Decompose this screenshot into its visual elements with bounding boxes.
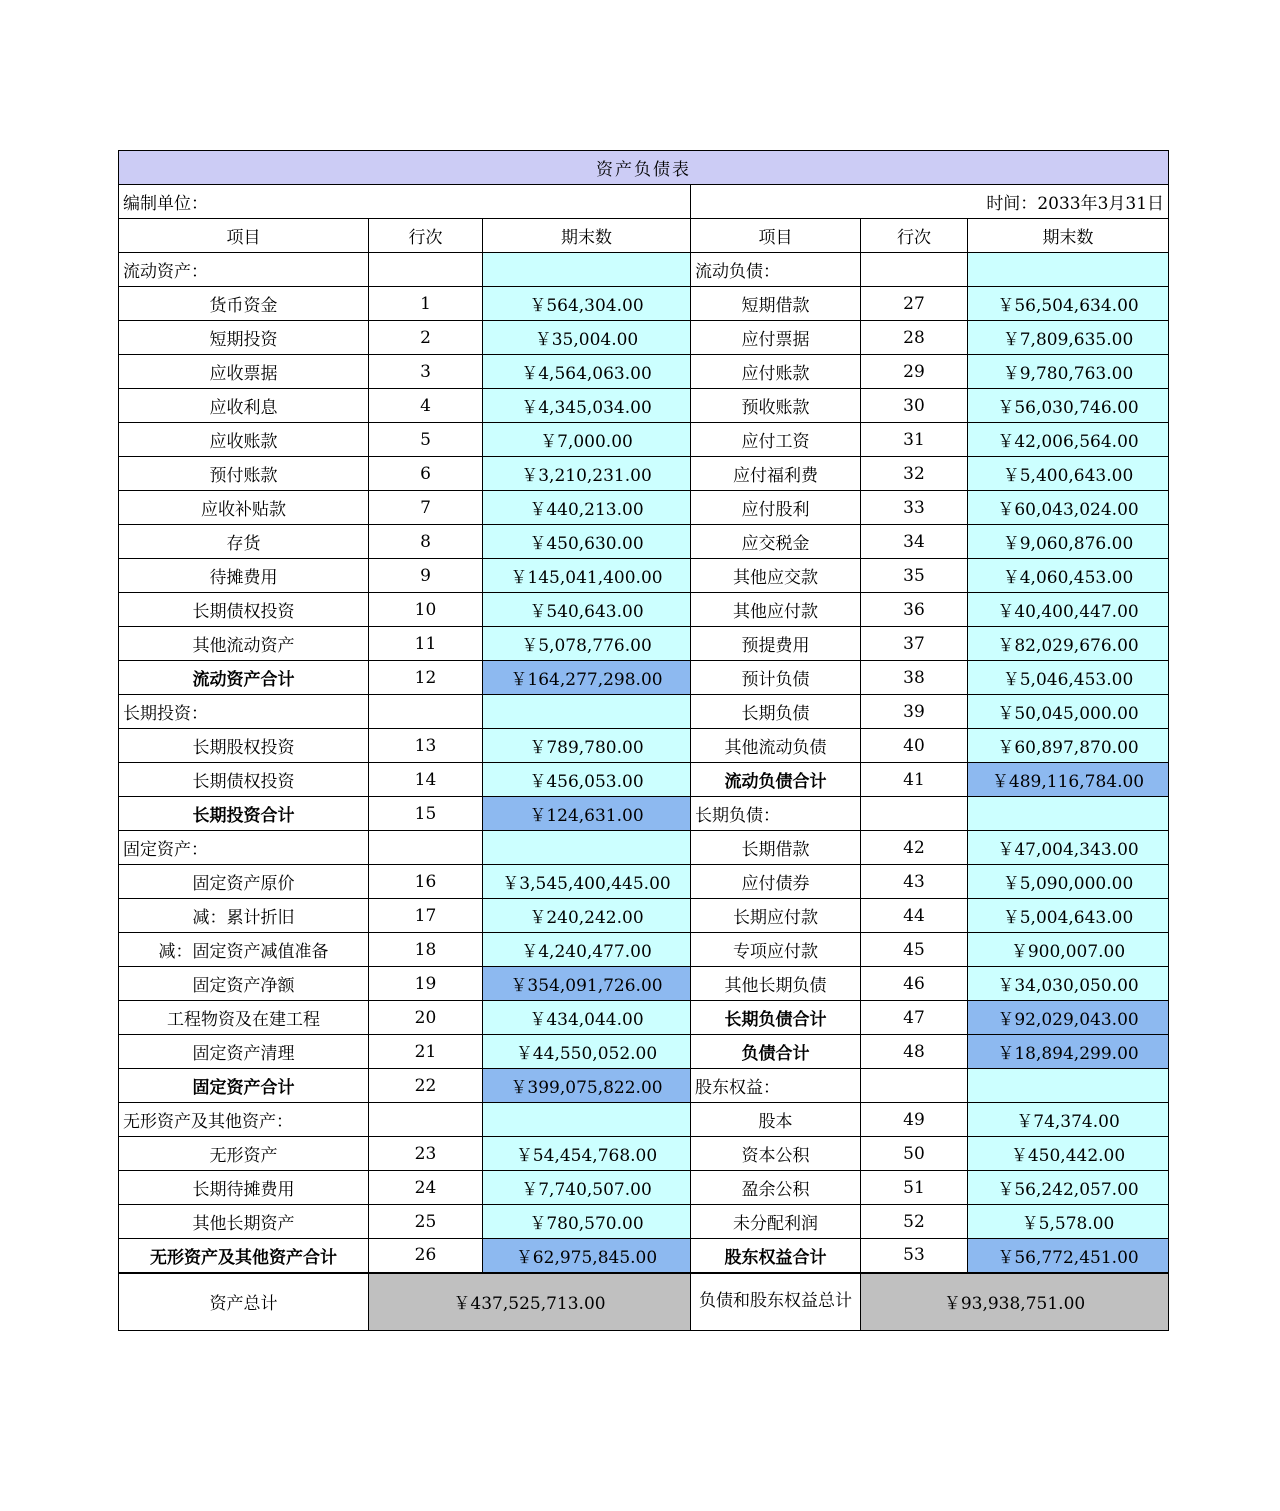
cell-rownum-right: 39 xyxy=(861,695,968,729)
table-row xyxy=(119,559,1169,593)
cell-item-right: 长期负债： xyxy=(691,797,861,831)
cell-item-right: 专项应付款 xyxy=(691,933,861,967)
cell-item-right: 其他应交款 xyxy=(691,559,861,593)
table-row xyxy=(119,1239,1169,1273)
cell-rownum-left xyxy=(369,695,483,729)
table-row xyxy=(119,967,1169,1001)
header-row-right: 行次 xyxy=(861,219,968,253)
cell-amount-left: ￥434,044.00 xyxy=(483,1001,691,1035)
cell-amount-right: ￥18,894,299.00 xyxy=(968,1035,1169,1069)
cell-amount-left xyxy=(483,253,691,287)
cell-amount-right: ￥60,897,870.00 xyxy=(968,729,1169,763)
cell-rownum-right: 46 xyxy=(861,967,968,1001)
cell-item-left: 长期投资： xyxy=(119,695,369,729)
cell-rownum-right: 32 xyxy=(861,457,968,491)
cell-item-right: 应付股利 xyxy=(691,491,861,525)
cell-item-left: 长期债权投资 xyxy=(119,763,369,797)
cell-rownum-left: 13 xyxy=(369,729,483,763)
cell-amount-left: ￥62,975,845.00 xyxy=(483,1239,691,1273)
table-row xyxy=(119,899,1169,933)
cell-amount-left: ￥3,210,231.00 xyxy=(483,457,691,491)
cell-item-left: 固定资产： xyxy=(119,831,369,865)
cell-rownum-left: 25 xyxy=(369,1205,483,1239)
table-row xyxy=(119,457,1169,491)
cell-rownum-right xyxy=(861,253,968,287)
cell-rownum-right: 31 xyxy=(861,423,968,457)
cell-item-right: 负债合计 xyxy=(691,1035,861,1069)
cell-amount-right: ￥5,400,643.00 xyxy=(968,457,1169,491)
cell-rownum-left: 5 xyxy=(369,423,483,457)
cell-item-left: 固定资产原价 xyxy=(119,865,369,899)
cell-item-right: 长期应付款 xyxy=(691,899,861,933)
cell-rownum-right: 29 xyxy=(861,355,968,389)
cell-item-right: 应交税金 xyxy=(691,525,861,559)
cell-amount-left: ￥164,277,298.00 xyxy=(483,661,691,695)
cell-rownum-right: 42 xyxy=(861,831,968,865)
table-row xyxy=(119,491,1169,525)
cell-rownum-left xyxy=(369,253,483,287)
cell-amount-left: ￥354,091,726.00 xyxy=(483,967,691,1001)
cell-rownum-left: 9 xyxy=(369,559,483,593)
cell-item-right: 资本公积 xyxy=(691,1137,861,1171)
cell-item-right: 其他长期负债 xyxy=(691,967,861,1001)
table-row xyxy=(119,355,1169,389)
cell-rownum-right: 28 xyxy=(861,321,968,355)
cell-item-right: 应付工资 xyxy=(691,423,861,457)
cell-amount-right: ￥489,116,784.00 xyxy=(968,763,1169,797)
cell-amount-left: ￥456,053.00 xyxy=(483,763,691,797)
cell-rownum-left: 4 xyxy=(369,389,483,423)
grand-total-row xyxy=(119,1273,1169,1331)
cell-rownum-left: 6 xyxy=(369,457,483,491)
cell-rownum-right: 35 xyxy=(861,559,968,593)
cell-item-right: 应付票据 xyxy=(691,321,861,355)
table-row xyxy=(119,1171,1169,1205)
cell-amount-right: ￥9,060,876.00 xyxy=(968,525,1169,559)
cell-rownum-right: 51 xyxy=(861,1171,968,1205)
cell-item-right: 应付福利费 xyxy=(691,457,861,491)
cell-amount-left: ￥44,550,052.00 xyxy=(483,1035,691,1069)
cell-rownum-right xyxy=(861,797,968,831)
cell-amount-right: ￥5,578.00 xyxy=(968,1205,1169,1239)
cell-item-right: 股本 xyxy=(691,1103,861,1137)
cell-item-left: 减：固定资产减值准备 xyxy=(119,933,369,967)
preparer-unit-label: 编制单位： xyxy=(119,185,691,219)
cell-amount-right: ￥5,090,000.00 xyxy=(968,865,1169,899)
cell-rownum-right: 45 xyxy=(861,933,968,967)
cell-amount-left: ￥3,545,400,445.00 xyxy=(483,865,691,899)
cell-amount-left: ￥780,570.00 xyxy=(483,1205,691,1239)
cell-rownum-left: 15 xyxy=(369,797,483,831)
cell-amount-right: ￥450,442.00 xyxy=(968,1137,1169,1171)
cell-item-right: 预计负债 xyxy=(691,661,861,695)
cell-item-left: 待摊费用 xyxy=(119,559,369,593)
cell-amount-right: ￥34,030,050.00 xyxy=(968,967,1169,1001)
cell-amount-right: ￥40,400,447.00 xyxy=(968,593,1169,627)
cell-item-right: 股东权益合计 xyxy=(691,1239,861,1273)
date-label: 时间： xyxy=(986,194,1038,214)
table-row xyxy=(119,253,1169,287)
page-title: 资产负债表 xyxy=(119,151,1169,185)
cell-amount-right: ￥56,242,057.00 xyxy=(968,1171,1169,1205)
cell-item-right: 预提费用 xyxy=(691,627,861,661)
cell-item-left: 长期待摊费用 xyxy=(119,1171,369,1205)
cell-amount-right: ￥50,045,000.00 xyxy=(968,695,1169,729)
cell-rownum-right: 50 xyxy=(861,1137,968,1171)
table-row xyxy=(119,933,1169,967)
cell-rownum-left: 1 xyxy=(369,287,483,321)
table-row xyxy=(119,389,1169,423)
table-row xyxy=(119,1069,1169,1103)
cell-amount-right: ￥42,006,564.00 xyxy=(968,423,1169,457)
cell-amount-right: ￥4,060,453.00 xyxy=(968,559,1169,593)
cell-amount-left: ￥399,075,822.00 xyxy=(483,1069,691,1103)
cell-rownum-left: 22 xyxy=(369,1069,483,1103)
cell-rownum-right: 27 xyxy=(861,287,968,321)
cell-item-right: 短期借款 xyxy=(691,287,861,321)
table-row xyxy=(119,1035,1169,1069)
cell-amount-left xyxy=(483,831,691,865)
table-row xyxy=(119,661,1169,695)
cell-item-right: 其他流动负债 xyxy=(691,729,861,763)
cell-item-left: 固定资产清理 xyxy=(119,1035,369,1069)
cell-item-left: 短期投资 xyxy=(119,321,369,355)
cell-rownum-right: 49 xyxy=(861,1103,968,1137)
grand-total-right-label: 负债和股东权益总计 xyxy=(691,1273,861,1331)
header-amount-right: 期末数 xyxy=(968,219,1169,253)
table-row xyxy=(119,729,1169,763)
cell-item-left: 长期债权投资 xyxy=(119,593,369,627)
cell-rownum-right: 47 xyxy=(861,1001,968,1035)
cell-item-right: 流动负债合计 xyxy=(691,763,861,797)
table-row xyxy=(119,797,1169,831)
table-row xyxy=(119,321,1169,355)
cell-item-left: 应收利息 xyxy=(119,389,369,423)
cell-rownum-left: 11 xyxy=(369,627,483,661)
cell-amount-right xyxy=(968,253,1169,287)
cell-item-left: 存货 xyxy=(119,525,369,559)
cell-item-left: 减：累计折旧 xyxy=(119,899,369,933)
cell-rownum-right: 43 xyxy=(861,865,968,899)
table-row xyxy=(119,695,1169,729)
cell-rownum-left: 17 xyxy=(369,899,483,933)
cell-item-right: 预收账款 xyxy=(691,389,861,423)
cell-rownum-right xyxy=(861,1069,968,1103)
cell-rownum-left: 3 xyxy=(369,355,483,389)
cell-item-right: 应付账款 xyxy=(691,355,861,389)
table-row xyxy=(119,1001,1169,1035)
cell-amount-right: ￥47,004,343.00 xyxy=(968,831,1169,865)
cell-amount-right: ￥56,030,746.00 xyxy=(968,389,1169,423)
cell-amount-left: ￥4,564,063.00 xyxy=(483,355,691,389)
table-row xyxy=(119,831,1169,865)
cell-rownum-right: 37 xyxy=(861,627,968,661)
cell-rownum-right: 44 xyxy=(861,899,968,933)
cell-item-left: 长期投资合计 xyxy=(119,797,369,831)
cell-amount-left: ￥4,345,034.00 xyxy=(483,389,691,423)
table-row xyxy=(119,763,1169,797)
cell-item-left: 无形资产及其他资产： xyxy=(119,1103,369,1137)
header-item-right: 项目 xyxy=(691,219,861,253)
cell-amount-right xyxy=(968,1069,1169,1103)
column-header-row xyxy=(119,219,1169,253)
cell-item-left: 固定资产合计 xyxy=(119,1069,369,1103)
cell-amount-left: ￥124,631.00 xyxy=(483,797,691,831)
cell-rownum-right: 53 xyxy=(861,1239,968,1273)
cell-amount-left xyxy=(483,1103,691,1137)
cell-amount-left: ￥564,304.00 xyxy=(483,287,691,321)
cell-rownum-left: 16 xyxy=(369,865,483,899)
balance-sheet-container xyxy=(118,150,1168,1331)
cell-amount-right: ￥56,772,451.00 xyxy=(968,1239,1169,1273)
cell-item-left: 无形资产及其他资产合计 xyxy=(119,1239,369,1273)
cell-rownum-right: 30 xyxy=(861,389,968,423)
header-item-left: 项目 xyxy=(119,219,369,253)
meta-row xyxy=(119,185,1169,219)
cell-rownum-left: 19 xyxy=(369,967,483,1001)
cell-item-right: 盈余公积 xyxy=(691,1171,861,1205)
cell-rownum-left: 7 xyxy=(369,491,483,525)
table-row xyxy=(119,423,1169,457)
cell-amount-right: ￥82,029,676.00 xyxy=(968,627,1169,661)
cell-item-right: 流动负债： xyxy=(691,253,861,287)
table-row xyxy=(119,593,1169,627)
cell-amount-left: ￥4,240,477.00 xyxy=(483,933,691,967)
cell-rownum-right: 40 xyxy=(861,729,968,763)
cell-item-left: 流动资产合计 xyxy=(119,661,369,695)
cell-amount-right xyxy=(968,797,1169,831)
cell-rownum-right: 48 xyxy=(861,1035,968,1069)
cell-rownum-left: 10 xyxy=(369,593,483,627)
cell-rownum-right: 33 xyxy=(861,491,968,525)
cell-rownum-right: 36 xyxy=(861,593,968,627)
cell-item-right: 长期负债合计 xyxy=(691,1001,861,1035)
cell-amount-left: ￥240,242.00 xyxy=(483,899,691,933)
title-row xyxy=(119,151,1169,185)
grand-total-left-label: 资产总计 xyxy=(119,1273,369,1331)
cell-rownum-right: 52 xyxy=(861,1205,968,1239)
date-value: 2033年3月31日 xyxy=(1037,194,1165,214)
header-row-left: 行次 xyxy=(369,219,483,253)
table-row xyxy=(119,1103,1169,1137)
cell-rownum-right: 41 xyxy=(861,763,968,797)
table-row xyxy=(119,525,1169,559)
cell-amount-left: ￥789,780.00 xyxy=(483,729,691,763)
cell-item-left: 其他流动资产 xyxy=(119,627,369,661)
cell-item-left: 长期股权投资 xyxy=(119,729,369,763)
cell-amount-left xyxy=(483,695,691,729)
cell-item-left: 其他长期资产 xyxy=(119,1205,369,1239)
cell-item-left: 无形资产 xyxy=(119,1137,369,1171)
report-date xyxy=(691,185,1169,219)
cell-rownum-left: 23 xyxy=(369,1137,483,1171)
table-row xyxy=(119,287,1169,321)
cell-amount-left: ￥5,078,776.00 xyxy=(483,627,691,661)
table-row xyxy=(119,1137,1169,1171)
cell-amount-right: ￥5,046,453.00 xyxy=(968,661,1169,695)
cell-amount-right: ￥60,043,024.00 xyxy=(968,491,1169,525)
cell-item-left: 预付账款 xyxy=(119,457,369,491)
grand-total-right-amount: ￥93,938,751.00 xyxy=(861,1273,1169,1331)
cell-rownum-left: 8 xyxy=(369,525,483,559)
cell-amount-left: ￥7,740,507.00 xyxy=(483,1171,691,1205)
cell-item-left: 工程物资及在建工程 xyxy=(119,1001,369,1035)
cell-rownum-right: 38 xyxy=(861,661,968,695)
cell-rownum-left: 14 xyxy=(369,763,483,797)
cell-item-left: 固定资产净额 xyxy=(119,967,369,1001)
header-amount-left: 期末数 xyxy=(483,219,691,253)
cell-item-right: 股东权益： xyxy=(691,1069,861,1103)
cell-amount-left: ￥450,630.00 xyxy=(483,525,691,559)
cell-rownum-left: 21 xyxy=(369,1035,483,1069)
cell-rownum-left xyxy=(369,831,483,865)
grand-total-left-amount: ￥437,525,713.00 xyxy=(369,1273,691,1331)
cell-amount-right: ￥9,780,763.00 xyxy=(968,355,1169,389)
cell-item-left: 应收补贴款 xyxy=(119,491,369,525)
cell-item-left: 应收票据 xyxy=(119,355,369,389)
cell-amount-right: ￥92,029,043.00 xyxy=(968,1001,1169,1035)
cell-amount-left: ￥145,041,400.00 xyxy=(483,559,691,593)
cell-rownum-left xyxy=(369,1103,483,1137)
cell-rownum-left: 20 xyxy=(369,1001,483,1035)
cell-item-right: 应付债券 xyxy=(691,865,861,899)
cell-amount-right: ￥56,504,634.00 xyxy=(968,287,1169,321)
cell-item-right: 长期负债 xyxy=(691,695,861,729)
cell-amount-left: ￥540,643.00 xyxy=(483,593,691,627)
cell-item-right: 未分配利润 xyxy=(691,1205,861,1239)
cell-rownum-left: 2 xyxy=(369,321,483,355)
table-row xyxy=(119,1205,1169,1239)
cell-amount-left: ￥440,213.00 xyxy=(483,491,691,525)
cell-item-right: 长期借款 xyxy=(691,831,861,865)
cell-amount-left: ￥35,004.00 xyxy=(483,321,691,355)
cell-rownum-left: 18 xyxy=(369,933,483,967)
cell-amount-left: ￥7,000.00 xyxy=(483,423,691,457)
cell-rownum-right: 34 xyxy=(861,525,968,559)
cell-amount-right: ￥5,004,643.00 xyxy=(968,899,1169,933)
table-row xyxy=(119,865,1169,899)
cell-rownum-left: 12 xyxy=(369,661,483,695)
cell-item-left: 货币资金 xyxy=(119,287,369,321)
cell-amount-right: ￥900,007.00 xyxy=(968,933,1169,967)
cell-rownum-left: 26 xyxy=(369,1239,483,1273)
balance-sheet-table xyxy=(118,150,1169,1331)
table-row xyxy=(119,627,1169,661)
cell-amount-right: ￥7,809,635.00 xyxy=(968,321,1169,355)
cell-amount-left: ￥54,454,768.00 xyxy=(483,1137,691,1171)
cell-item-left: 应收账款 xyxy=(119,423,369,457)
cell-item-left: 流动资产： xyxy=(119,253,369,287)
cell-amount-right: ￥74,374.00 xyxy=(968,1103,1169,1137)
cell-item-right: 其他应付款 xyxy=(691,593,861,627)
cell-rownum-left: 24 xyxy=(369,1171,483,1205)
